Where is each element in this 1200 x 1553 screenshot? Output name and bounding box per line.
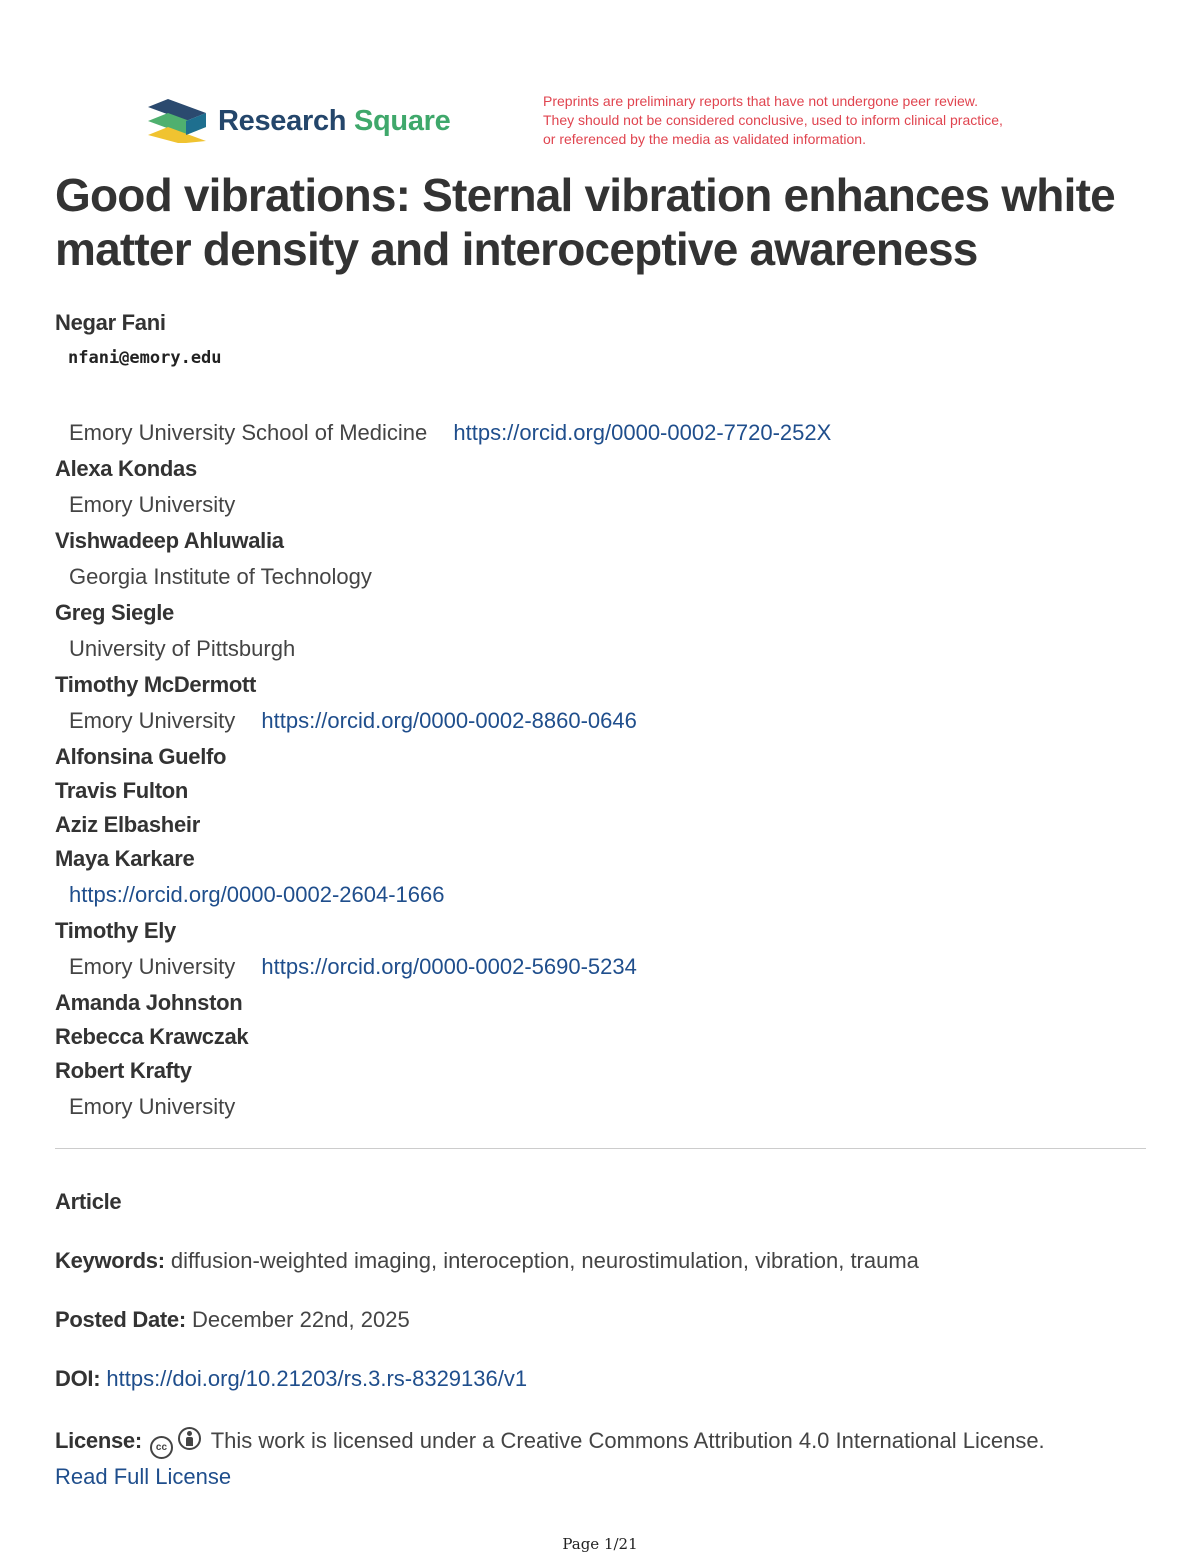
doi-row (55, 1364, 1155, 1394)
posted-date-value: December 22nd, 2025 (192, 1307, 410, 1332)
license-label: License: (55, 1428, 142, 1453)
author-name: Negar Fani (55, 310, 166, 335)
author-affiliation: Emory University (69, 1094, 236, 1119)
license-text: This work is licensed under a Creative Commons Attribution 4.0 International License. (210, 1428, 1045, 1453)
orcid-link[interactable]: https://orcid.org/0000-0002-2604-1666 (69, 882, 445, 907)
posted-date-row (55, 1305, 1155, 1335)
author-affiliation-line (69, 876, 1155, 914)
author-affiliation-line (69, 486, 1155, 524)
orcid-link[interactable]: https://orcid.org/0000-0002-7720-252X (453, 420, 832, 445)
orcid-link[interactable]: https://orcid.org/0000-0002-8860-0646 (261, 708, 637, 733)
author-name: Alfonsina Guelfo (55, 744, 227, 769)
author-affiliation: Emory University (69, 492, 236, 517)
author-name: Greg Siegle (55, 600, 174, 625)
author-name: Aziz Elbasheir (55, 812, 200, 837)
author-name: Rebecca Krawczak (55, 1024, 249, 1049)
keywords-value: diffusion-weighted imaging, interoception, neurostimulation, vibration, trauma (170, 1248, 919, 1273)
logo-text (218, 105, 450, 138)
cc-icon: cc (150, 1436, 173, 1459)
disclaimer-line-2: They should not be considered conclusive, used to inform clinical practice, (543, 112, 1003, 128)
license-row (55, 1423, 1155, 1494)
author-affiliation: Emory University (69, 708, 236, 733)
author-name: Maya Karkare (55, 846, 195, 871)
author-name: Timothy McDermott (55, 672, 257, 697)
author-affiliation-line (69, 558, 1155, 596)
author-affiliation: Emory University (69, 954, 236, 979)
article-type (55, 1187, 1155, 1217)
research-square-logo[interactable] (148, 98, 450, 144)
paper-title: Good vibrations: Sternal vibration enhances white matter density and interoceptive awareness (55, 169, 1115, 275)
author-affiliation: University of Pittsburgh (69, 636, 296, 661)
orcid-link[interactable]: https://orcid.org/0000-0002-5690-5234 (261, 954, 637, 979)
logo-research: Research (218, 104, 347, 137)
read-full-license-link[interactable]: Read Full License (55, 1464, 232, 1489)
author-name: Timothy Ely (55, 918, 176, 943)
author-email[interactable]: nfani@emory.edu (68, 348, 222, 368)
keywords-label: Keywords: (55, 1248, 165, 1273)
author-affiliation-line (69, 948, 1155, 986)
section-divider (55, 1148, 1146, 1149)
author-affiliation-line (69, 702, 1155, 740)
author-affiliation: Georgia Institute of Technology (69, 564, 372, 589)
author-name: Vishwadeep Ahluwalia (55, 528, 284, 553)
doi-label: DOI: (55, 1366, 101, 1391)
keywords-row (55, 1246, 1155, 1276)
disclaimer-line-3: or referenced by the media as validated information. (543, 131, 866, 147)
by-icon (178, 1427, 201, 1450)
disclaimer-line-1: Preprints are preliminary reports that have not undergone peer review. (543, 93, 979, 109)
article-type-label: Article (55, 1189, 122, 1214)
research-square-logo-icon (148, 99, 206, 143)
posted-date-label: Posted Date: (55, 1307, 186, 1332)
author-affiliation: Emory University School of Medicine (69, 420, 428, 445)
author-affiliation-line (69, 1088, 1155, 1126)
author-affiliation-line (69, 630, 1155, 668)
preprint-disclaimer (543, 92, 1103, 149)
author-affiliation-line (69, 414, 1155, 452)
logo-square: Square (353, 104, 451, 137)
author-name: Travis Fulton (55, 778, 189, 803)
author-name: Alexa Kondas (55, 456, 197, 481)
page-number: Page 1/21 (562, 1535, 638, 1553)
author-list (55, 306, 1155, 1126)
author-name: Robert Krafty (55, 1058, 192, 1083)
doi-link[interactable]: https://doi.org/10.21203/rs.3.rs-8329136/v1 (106, 1366, 528, 1391)
author-name: Amanda Johnston (55, 990, 243, 1015)
